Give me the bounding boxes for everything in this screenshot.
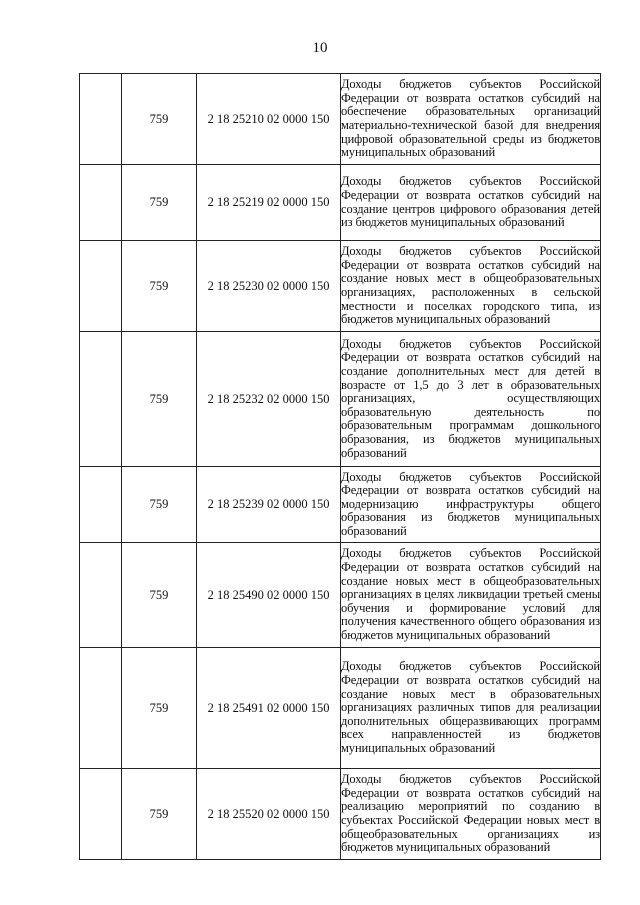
empty-cell <box>80 241 122 332</box>
revenue-description-cell: Доходы бюджетов субъектов Российской Федерации от возврата остатков субсидий на создание новых мест в общеобразовательных организациях в целях ликвидации третьей смены обучения и формирование условий для получения качественного общего образования из бюджетов муниципальных образований <box>341 543 601 648</box>
table-row <box>80 241 601 332</box>
admin-code-cell: 759 <box>122 543 197 648</box>
table-row <box>80 543 601 648</box>
budget-classification-code-cell: 2 18 25232 02 0000 150 <box>197 332 341 467</box>
table-row <box>80 467 601 543</box>
budget-classification-code-cell: 2 18 25210 02 0000 150 <box>197 74 341 165</box>
empty-cell <box>80 467 122 543</box>
budget-revenue-table <box>79 73 601 860</box>
budget-classification-code-cell: 2 18 25490 02 0000 150 <box>197 543 341 648</box>
admin-code-cell: 759 <box>122 332 197 467</box>
empty-cell <box>80 648 122 769</box>
empty-cell <box>80 543 122 648</box>
revenue-description-cell: Доходы бюджетов субъектов Российской Федерации от возврата остатков субсидий на создание новых мест в общеобразовательных организациях, расположенных в сельской местности и поселках городского типа, из бюджетов муниципальных образований <box>341 241 601 332</box>
budget-classification-code-cell: 2 18 25491 02 0000 150 <box>197 648 341 769</box>
admin-code-cell: 759 <box>122 74 197 165</box>
admin-code-cell: 759 <box>122 467 197 543</box>
table-row <box>80 165 601 241</box>
table-row <box>80 648 601 769</box>
budget-classification-code-cell: 2 18 25219 02 0000 150 <box>197 165 341 241</box>
revenue-description-cell: Доходы бюджетов субъектов Российской Федерации от возврата остатков субсидий на обеспечение образовательных организаций материально-технической базой для внедрения цифровой образовательной среды из бюджетов муниципальных образований <box>341 74 601 165</box>
table-row <box>80 769 601 860</box>
revenue-description-cell: Доходы бюджетов субъектов Российской Федерации от возврата остатков субсидий на создание новых мест в образовательных организациях различных типов для реализации дополнительных общеразвивающих программ всех направленностей из бюджетов муниципальных образований <box>341 648 601 769</box>
budget-classification-code-cell: 2 18 25239 02 0000 150 <box>197 467 341 543</box>
budget-classification-code-cell: 2 18 25230 02 0000 150 <box>197 241 341 332</box>
empty-cell <box>80 332 122 467</box>
budget-classification-code-cell: 2 18 25520 02 0000 150 <box>197 769 341 860</box>
admin-code-cell: 759 <box>122 648 197 769</box>
table-row <box>80 74 601 165</box>
revenue-description-cell: Доходы бюджетов субъектов Российской Федерации от возврата остатков субсидий на создание центров цифрового образования детей из бюджетов муниципальных образований <box>341 165 601 241</box>
empty-cell <box>80 74 122 165</box>
admin-code-cell: 759 <box>122 241 197 332</box>
page-number: 10 <box>312 40 328 56</box>
revenue-description-cell: Доходы бюджетов субъектов Российской Федерации от возврата остатков субсидий на создание дополнительных мест для детей в возрасте от 1,5 до 3 лет в образовательных организациях, осуществляющих образовательную деятельность по образовательным программам дошкольного образования, из бюджетов муниципальных образований <box>341 332 601 467</box>
empty-cell <box>80 165 122 241</box>
admin-code-cell: 759 <box>122 165 197 241</box>
revenue-description-cell: Доходы бюджетов субъектов Российской Федерации от возврата остатков субсидий на реализацию мероприятий по созданию в субъектах Российской Федерации новых мест в общеобразовательных организациях из бюджетов муниципальных образований <box>341 769 601 860</box>
empty-cell <box>80 769 122 860</box>
admin-code-cell: 759 <box>122 769 197 860</box>
table-row <box>80 332 601 467</box>
revenue-description-cell: Доходы бюджетов субъектов Российской Федерации от возврата остатков субсидий на модернизацию инфраструктуры общего образования из бюджетов муниципальных образований <box>341 467 601 543</box>
